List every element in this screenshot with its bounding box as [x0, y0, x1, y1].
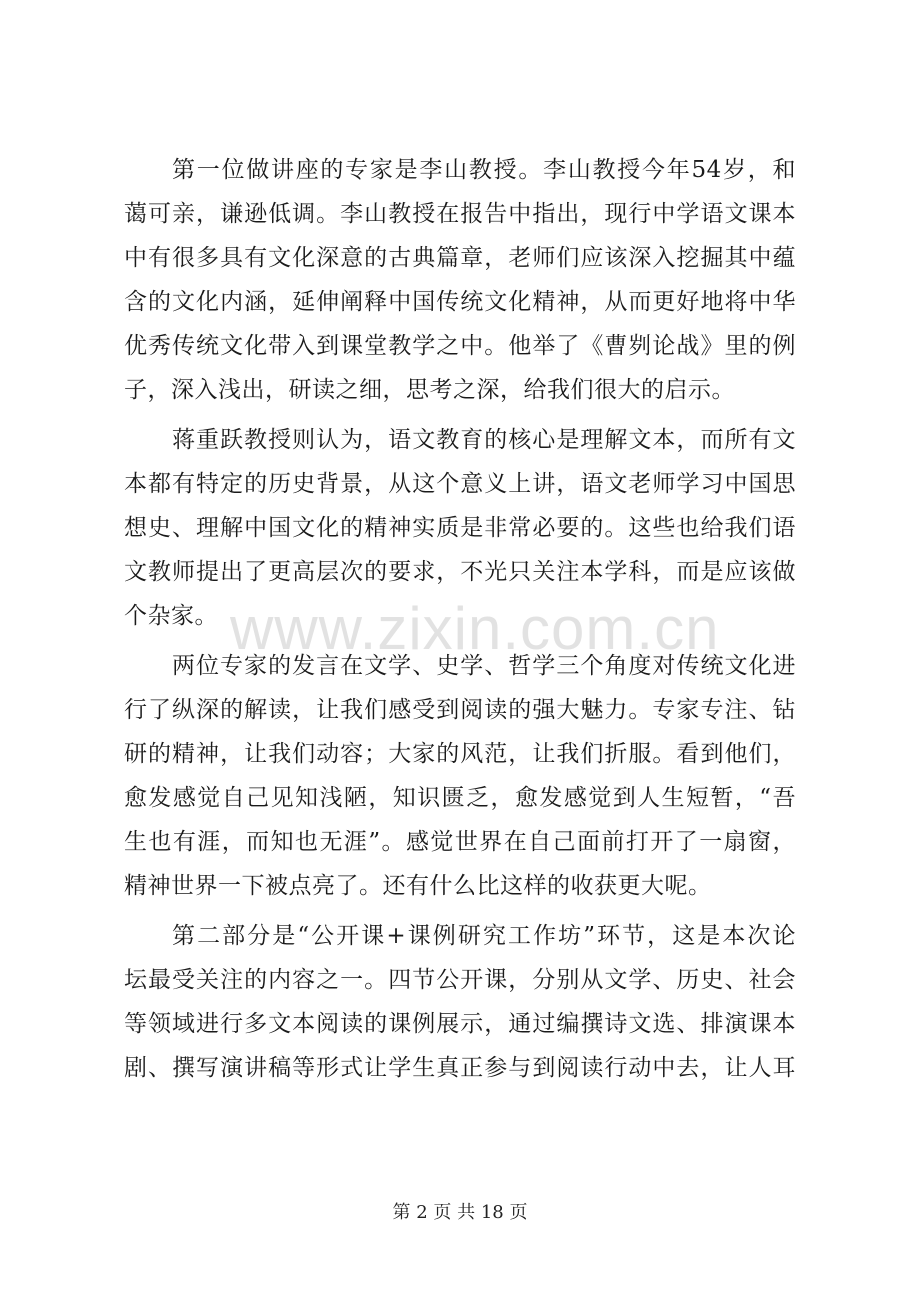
text-line: 个杂家。	[124, 603, 218, 629]
text-line: 蔼可亲，谦逊低调。李山教授在报告中指出，现行中学语文课本	[124, 201, 796, 227]
text-line: 子，深入浅出，研读之细，思考之深，给我们很大的启示。	[124, 377, 735, 403]
text-line: 剧、撰写演讲稿等形式让学生真正参与到阅读行动中去，让人耳	[124, 1055, 796, 1081]
text-line: 第二部分是“公开课+课例研究工作坊”环节，这是本次论	[172, 923, 796, 949]
watermark: www.zixin.com.cn	[230, 595, 720, 662]
text-line: 研的精神，让我们动容；大家的风范，让我们折服。看到他们，	[124, 741, 796, 767]
text-line: 两位专家的发言在文学、史学、哲学三个角度对传统文化进	[172, 653, 796, 679]
text-line: 文教师提出了更高层次的要求，不光只关注本学科，而是应该做	[124, 559, 796, 585]
text-line: 含的文化内涵，延伸阐释中国传统文化精神，从而更好地将中华	[124, 289, 796, 315]
paragraph-1	[124, 148, 796, 412]
text-line: 愈发感觉自己见知浅陋，知识匮乏，愈发感觉到人生短暂，“吾	[124, 785, 796, 811]
text-line: 本都有特定的历史背景，从这个意义上讲，语文老师学习中国思	[124, 471, 796, 497]
text-line: 蒋重跃教授则认为，语文教育的核心是理解文本，而所有文	[172, 427, 796, 453]
paragraph-3	[124, 644, 796, 908]
text-line: 生也有涯，而知也无涯”。感觉世界在自己面前打开了一扇窗，	[124, 829, 796, 855]
text-line: 等领域进行多文本阅读的课例展示，通过编撰诗文选、排演课本	[124, 1011, 796, 1037]
text-line: 精神世界一下被点亮了。还有什么比这样的收获更大呢。	[124, 873, 712, 899]
text-line: 行了纵深的解读，让我们感受到阅读的强大魅力。专家专注、钻	[124, 697, 796, 723]
text-line: 第一位做讲座的专家是李山教授。李山教授今年54岁，和	[172, 157, 796, 183]
text-line: 想史、理解中国文化的精神实质是非常必要的。这些也给我们语	[124, 515, 796, 541]
paragraph-4	[124, 914, 796, 1090]
text-line: 优秀传统文化带入到课堂教学之中。他举了《曹刿论战》里的例	[124, 333, 796, 359]
text-line: 中有很多具有文化深意的古典篇章，老师们应该深入挖掘其中蕴	[124, 245, 796, 271]
page-footer: 第 2 页 共 18 页	[392, 1202, 528, 1223]
text-line: 坛最受关注的内容之一。四节公开课，分别从文学、历史、社会	[124, 967, 796, 993]
